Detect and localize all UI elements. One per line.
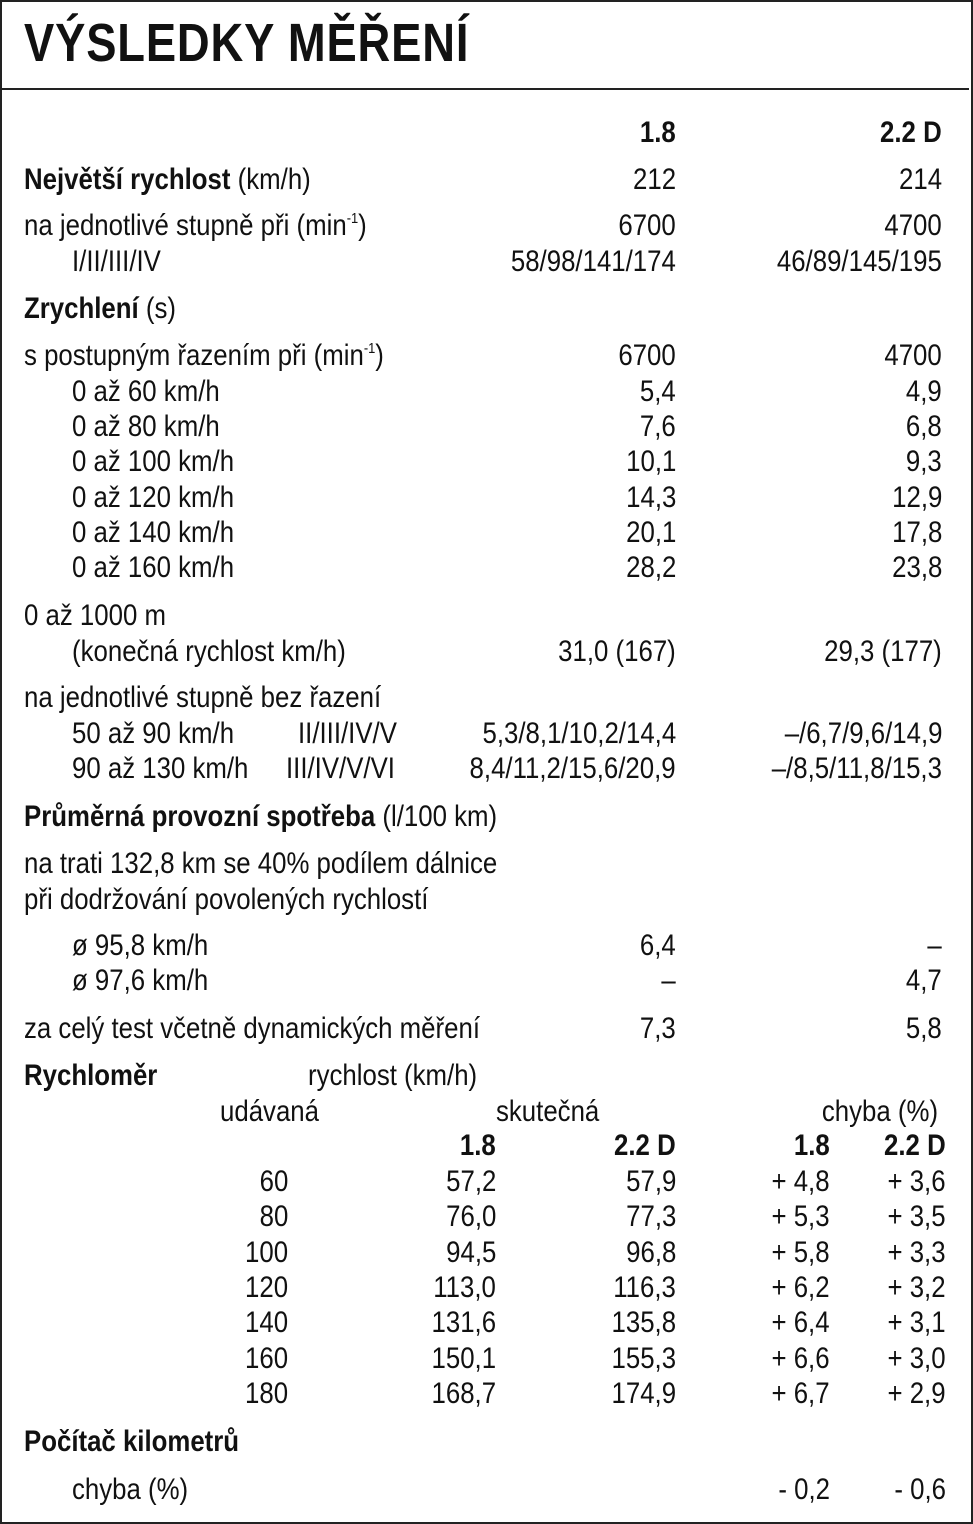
row-1000m: 0 až 1000 m <box>24 599 166 632</box>
consumption-row-label: ø 97,6 km/h <box>72 964 209 997</box>
accel-row-label: 0 až 60 km/h <box>72 375 220 408</box>
section-acceleration: Zrychlení (s) <box>24 292 176 325</box>
value-2-2d: –/8,5/11,8/15,3 <box>771 752 942 785</box>
value-1-8: 212 <box>632 163 676 196</box>
value-2-2d: 23,8 <box>891 551 942 584</box>
speedometer-actual-2-2d: 155,3 <box>611 1341 676 1375</box>
consumption-speed-note: při dodržování povolených rychlostí <box>24 883 429 916</box>
speedometer-error-1-8: + 6,2 <box>771 1270 830 1304</box>
elasticity-row-label: 50 až 90 km/h <box>72 717 235 750</box>
row-elasticity: na jednotlivé stupně bez řazení <box>24 681 382 714</box>
value-2-2d: – <box>927 929 942 962</box>
page-title: VÝSLEDKY MĚŘENÍ <box>24 13 470 73</box>
speedometer-actual-1-8: 150,1 <box>431 1341 496 1375</box>
column-header-2-2d: 2.2 D <box>880 116 942 149</box>
speedometer-actual-2-2d: 174,9 <box>611 1376 676 1410</box>
value-1-8: 5,4 <box>640 375 676 408</box>
speedometer-error-1-8: + 5,8 <box>771 1235 830 1269</box>
speedometer-indicated: 180 <box>244 1376 288 1410</box>
speedometer-indicated: 100 <box>244 1235 288 1269</box>
speedometer-col-actual: skutečná <box>496 1095 600 1128</box>
row-accel-rpm: s postupným řazením při $(\min^{-1})$ <box>24 339 384 372</box>
speedometer-error-2-2d: + 3,0 <box>887 1341 946 1375</box>
value-2-2d: 29,3 (177) <box>824 635 942 668</box>
elasticity-row-label: 90 až 130 km/h <box>72 752 249 785</box>
value-2-2d: 214 <box>898 163 942 196</box>
value-2-2d: 4700 <box>884 339 942 372</box>
trip-computer-error-label: chyba (%) <box>72 1473 189 1506</box>
speedometer-error-1-8: + 5,3 <box>771 1200 830 1234</box>
value-1-8: 8,4/11,2/15,6/20,9 <box>469 752 676 785</box>
speedometer-error-1-8: + 6,4 <box>771 1306 830 1340</box>
row-gears-rpm: na jednotlivé stupně při $(\min^{-1})$ <box>24 209 367 242</box>
value-2-2d: –/6,7/9,6/14,9 <box>784 717 942 750</box>
speedometer-error-2-2d: + 2,9 <box>887 1376 946 1410</box>
speedometer-indicated: 160 <box>244 1341 288 1375</box>
value-1-8: – <box>661 964 676 997</box>
value-2-2d: 17,8 <box>891 515 942 549</box>
accel-row-label: 0 až 120 km/h <box>72 480 235 514</box>
speedometer-error-2-2d: + 3,6 <box>887 1165 946 1198</box>
column-header-1-8: 1.8 <box>640 116 676 149</box>
speedometer-actual-1-8: 131,6 <box>431 1306 496 1340</box>
accel-row-label: 0 až 80 km/h <box>72 410 220 444</box>
speedometer-error-1-8: + 4,8 <box>771 1165 830 1198</box>
speedometer-actual-1-8: 76,0 <box>445 1200 496 1234</box>
value-1-8: 58/98/141/174 <box>511 245 676 278</box>
speedometer-error-2-2d: + 3,3 <box>887 1235 946 1269</box>
value-1-8: 7,3 <box>640 1012 676 1045</box>
speedometer-header-1-8: 1.8 <box>460 1129 496 1162</box>
speedometer-error-1-8: + 6,6 <box>771 1341 830 1375</box>
accel-row-label: 0 až 140 km/h <box>72 515 235 549</box>
value-1-8: 10,1 <box>625 445 676 479</box>
value-2-2d: 6,8 <box>906 410 942 444</box>
speedometer-indicated: 140 <box>244 1306 288 1340</box>
row-gears: I/II/III/IV <box>72 245 161 278</box>
row-final-speed: (konečná rychlost km/h) <box>72 635 346 668</box>
elasticity-row-gears: III/IV/V/VI <box>286 752 395 785</box>
speedometer-actual-1-8: 113,0 <box>433 1270 496 1304</box>
value-2-2d: 4700 <box>884 209 942 242</box>
speedometer-actual-1-8: 168,7 <box>431 1376 496 1410</box>
value-2-2d: 9,3 <box>906 445 942 479</box>
speedometer-error-1-8: + 6,7 <box>771 1376 830 1410</box>
speedometer-error-2-2d: + 3,1 <box>887 1306 946 1340</box>
value-2-2d: 4,9 <box>906 375 942 408</box>
accel-row-label: 0 až 100 km/h <box>72 445 235 479</box>
speedometer-actual-1-8: 57,2 <box>445 1165 496 1198</box>
section-speedometer: Rychloměr <box>24 1059 158 1092</box>
speedometer-actual-2-2d: 116,3 <box>613 1270 676 1304</box>
trip-computer-error-2-2d: - 0,6 <box>894 1473 946 1506</box>
value-1-8: 28,2 <box>625 551 676 584</box>
speedometer-error-header-2-2d: 2.2 D <box>884 1129 946 1162</box>
speedometer-indicated: 120 <box>244 1270 288 1304</box>
accel-row-label: 0 až 160 km/h <box>72 551 235 584</box>
trip-computer-error-1-8: - 0,2 <box>778 1473 830 1506</box>
speedometer-actual-1-8: 94,5 <box>445 1235 496 1269</box>
speedometer-error-2-2d: + 3,5 <box>887 1200 946 1234</box>
section-consumption: Průměrná provozní spotřeba (l/100 km) <box>24 800 498 833</box>
value-1-8: 6700 <box>618 339 676 372</box>
speedometer-actual-2-2d: 135,8 <box>611 1306 676 1340</box>
value-2-2d: 4,7 <box>906 964 942 997</box>
value-1-8: 6,4 <box>640 929 676 962</box>
consumption-route: na trati 132,8 km se 40% podílem dálnice <box>24 847 498 880</box>
speedometer-header-2-2d: 2.2 D <box>614 1129 676 1162</box>
speedometer-indicated: 80 <box>259 1200 288 1234</box>
title-bar <box>0 0 969 90</box>
value-1-8: 14,3 <box>625 480 676 514</box>
value-1-8: 31,0 (167) <box>558 635 676 668</box>
speedometer-actual-2-2d: 77,3 <box>625 1200 676 1234</box>
section-max-speed: Největší rychlost (km/h) <box>24 163 311 196</box>
speedometer-indicated: 60 <box>259 1165 288 1198</box>
value-1-8: 6700 <box>618 209 676 242</box>
consumption-row-label: ø 95,8 km/h <box>72 929 209 962</box>
speedometer-col-error: chyba (%) <box>821 1095 938 1128</box>
speedometer-error-header-1-8: 1.8 <box>794 1129 830 1162</box>
speedometer-actual-2-2d: 57,9 <box>625 1165 676 1198</box>
value-1-8: 20,1 <box>625 515 676 549</box>
elasticity-row-gears: II/III/IV/V <box>298 717 397 750</box>
speedometer-error-2-2d: + 3,2 <box>887 1270 946 1304</box>
section-trip-computer: Počítač kilometrů <box>24 1425 240 1458</box>
speedometer-col-indicated: udávaná <box>220 1095 319 1128</box>
value-1-8: 7,6 <box>640 410 676 444</box>
value-2-2d: 12,9 <box>891 480 942 514</box>
value-2-2d: 5,8 <box>906 1012 942 1045</box>
value-2-2d: 46/89/145/195 <box>777 245 942 278</box>
value-1-8: 5,3/8,1/10,2/14,4 <box>482 717 676 750</box>
consumption-total-label: za celý test včetně dynamických měření <box>24 1012 480 1045</box>
speedometer-actual-2-2d: 96,8 <box>625 1235 676 1269</box>
speedometer-speed-label: rychlost (km/h) <box>308 1059 478 1092</box>
